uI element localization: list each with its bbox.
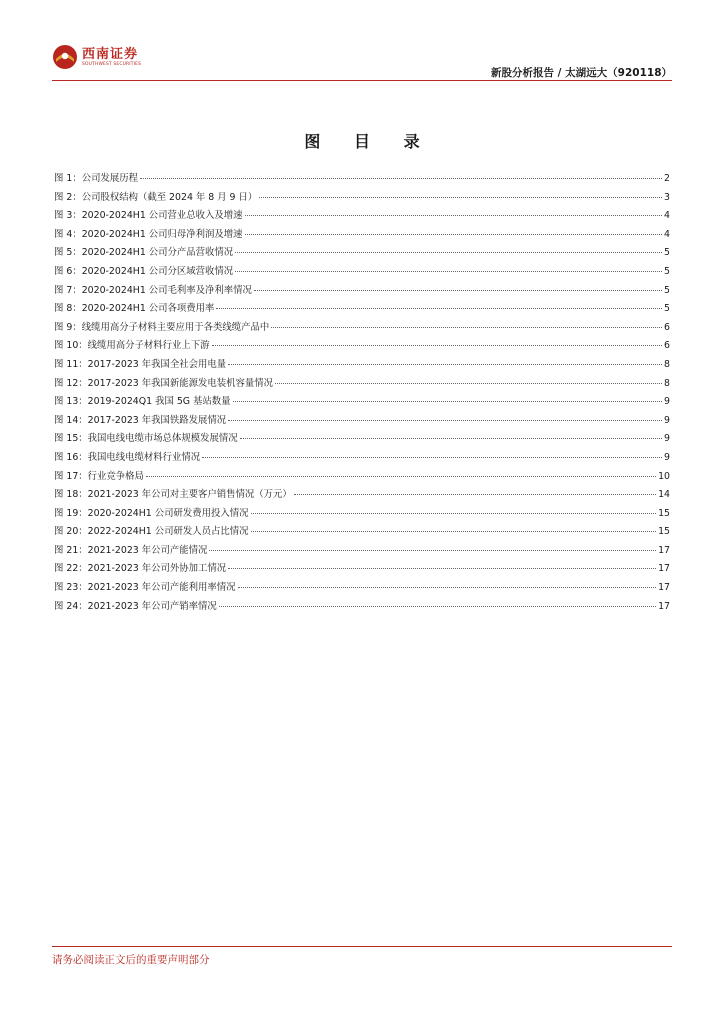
toc-entry-page-number[interactable]: 5	[664, 303, 670, 315]
toc-entry-page-number[interactable]: 17	[658, 582, 670, 594]
toc-dot-leader	[202, 457, 662, 458]
toc-dot-leader	[240, 438, 662, 439]
toc-entry-page-number[interactable]: 9	[664, 451, 670, 463]
toc-entry-page-number[interactable]: 8	[664, 377, 670, 389]
toc-entry-label[interactable]: 图 15：我国电线电缆市场总体规模发展情况	[54, 433, 238, 445]
toc-entry-label[interactable]: 图 9：线缆用高分子材料主要应用于各类线缆产品中	[54, 321, 270, 333]
toc-entry-page-number[interactable]: 17	[658, 563, 670, 575]
toc-entry-label[interactable]: 图 2：公司股权结构（截至 2024 年 8 月 9 日）	[54, 191, 258, 203]
toc-entry-label[interactable]: 图 11：2017-2023 年我国全社会用电量	[54, 358, 227, 370]
toc-entry[interactable]	[54, 207, 670, 226]
toc-entry[interactable]	[54, 226, 670, 245]
brand-wordmark	[82, 47, 141, 68]
toc-entry-label[interactable]: 图 24：2021-2023 年公司产销率情况	[54, 600, 217, 612]
toc-entry[interactable]	[54, 468, 670, 487]
toc-entry-label[interactable]: 图 22：2021-2023 年公司外协加工情况	[54, 563, 227, 575]
toc-entry-label[interactable]: 图 13：2019-2024Q1 我国 5G 基站数量	[54, 396, 231, 408]
toc-dot-leader	[216, 308, 662, 309]
toc-entry[interactable]	[54, 189, 670, 208]
toc-dot-leader	[251, 513, 657, 514]
toc-entry[interactable]	[54, 505, 670, 524]
figure-table-of-contents	[54, 170, 670, 616]
toc-entry[interactable]	[54, 375, 670, 394]
southwest-securities-logo-icon	[52, 44, 78, 70]
toc-entry-label[interactable]: 图 17：行业竞争格局	[54, 470, 144, 482]
toc-dot-leader	[233, 401, 662, 402]
toc-entry[interactable]	[54, 337, 670, 356]
toc-dot-leader	[146, 476, 656, 477]
footer-disclaimer: 请务必阅读正文后的重要声明部分	[52, 954, 210, 966]
toc-entry-label[interactable]: 图 18：2021-2023 年公司对主要客户销售情况（万元）	[54, 489, 292, 501]
toc-entry[interactable]	[54, 282, 670, 301]
toc-entry-page-number[interactable]: 9	[664, 433, 670, 445]
toc-entry[interactable]	[54, 412, 670, 431]
brand-logo	[52, 44, 141, 70]
toc-entry-label[interactable]: 图 7：2020-2024H1 公司毛利率及净利率情况	[54, 284, 252, 296]
toc-entry-page-number[interactable]: 6	[664, 321, 670, 333]
report-header-info: 新股分析报告 / 太湖远大（920118）	[491, 67, 672, 79]
toc-entry[interactable]	[54, 244, 670, 263]
toc-entry-label[interactable]: 图 12：2017-2023 年我国新能源发电装机容量情况	[54, 377, 273, 389]
toc-entry-label[interactable]: 图 21：2021-2023 年公司产能情况	[54, 544, 208, 556]
brand-name-cn: 西南证券	[82, 46, 139, 62]
toc-entry-label[interactable]: 图 3：2020-2024H1 公司营业总收入及增速	[54, 210, 243, 222]
toc-entry-page-number[interactable]: 9	[664, 414, 670, 426]
toc-entry[interactable]	[54, 542, 670, 561]
toc-entry-label[interactable]: 图 20：2022-2024H1 公司研发人员占比情况	[54, 526, 249, 538]
toc-entry-page-number[interactable]: 9	[664, 396, 670, 408]
toc-dot-leader	[275, 383, 662, 384]
toc-dot-leader	[259, 197, 662, 198]
footer-divider	[52, 946, 672, 947]
toc-entry[interactable]	[54, 579, 670, 598]
toc-entry[interactable]	[54, 263, 670, 282]
toc-entry-page-number[interactable]: 15	[658, 526, 670, 538]
toc-entry-page-number[interactable]: 10	[658, 470, 670, 482]
toc-entry[interactable]	[54, 598, 670, 617]
toc-entry[interactable]	[54, 170, 670, 189]
toc-entry-page-number[interactable]: 15	[658, 507, 670, 519]
toc-entry-page-number[interactable]: 4	[664, 228, 670, 240]
toc-dot-leader	[251, 531, 657, 532]
toc-entry-page-number[interactable]: 17	[658, 544, 670, 556]
toc-dot-leader	[238, 587, 657, 588]
toc-entry[interactable]	[54, 393, 670, 412]
toc-entry-label[interactable]: 图 8：2020-2024H1 公司各项费用率	[54, 303, 215, 315]
toc-entry-label[interactable]: 图 1：公司发展历程	[54, 173, 138, 184]
toc-entry-page-number[interactable]: 6	[664, 340, 670, 352]
toc-dot-leader	[245, 234, 662, 235]
toc-dot-leader	[254, 290, 662, 291]
page-title: 图 目 录	[304, 132, 434, 151]
toc-entry-page-number[interactable]: 14	[658, 489, 670, 501]
toc-entry[interactable]	[54, 449, 670, 468]
toc-entry-page-number[interactable]: 2	[664, 173, 670, 184]
toc-entry-page-number[interactable]: 17	[658, 600, 670, 612]
toc-entry[interactable]	[54, 430, 670, 449]
brand-name-en: SOUTHWEST SECURITIES	[82, 61, 142, 67]
toc-dot-leader	[209, 550, 656, 551]
toc-entry-label[interactable]: 图 5：2020-2024H1 公司分产品营收情况	[54, 247, 234, 259]
toc-entry[interactable]	[54, 560, 670, 579]
toc-dot-leader	[219, 606, 656, 607]
toc-entry-page-number[interactable]: 5	[664, 284, 670, 296]
toc-dot-leader	[235, 271, 662, 272]
toc-dot-leader	[228, 364, 662, 365]
toc-dot-leader	[228, 568, 656, 569]
toc-entry-page-number[interactable]: 5	[664, 265, 670, 277]
header-divider	[52, 80, 672, 81]
toc-entry-label[interactable]: 图 23：2021-2023 年公司产能利用率情况	[54, 582, 236, 594]
toc-dot-leader	[271, 327, 662, 328]
toc-dot-leader	[140, 178, 662, 179]
toc-entry-label[interactable]: 图 14：2017-2023 年我国铁路发展情况	[54, 414, 227, 426]
toc-entry-page-number[interactable]: 8	[664, 358, 670, 370]
toc-entry[interactable]	[54, 300, 670, 319]
toc-entry-page-number[interactable]: 3	[664, 191, 670, 203]
toc-dot-leader	[294, 494, 656, 495]
toc-entry[interactable]	[54, 523, 670, 542]
toc-entry-label[interactable]: 图 4：2020-2024H1 公司归母净利润及增速	[54, 228, 243, 240]
toc-dot-leader	[228, 420, 662, 421]
toc-dot-leader	[235, 252, 662, 253]
toc-entry[interactable]	[54, 356, 670, 375]
toc-entry-label[interactable]: 图 16：我国电线电缆材料行业情况	[54, 451, 201, 463]
toc-entry-label[interactable]: 图 6：2020-2024H1 公司分区域营收情况	[54, 265, 234, 277]
toc-entry-page-number[interactable]: 5	[664, 247, 670, 259]
toc-entry[interactable]	[54, 319, 670, 338]
toc-dot-leader	[212, 345, 662, 346]
toc-entry-page-number[interactable]: 4	[664, 210, 670, 222]
toc-dot-leader	[245, 215, 662, 216]
toc-entry[interactable]	[54, 486, 670, 505]
toc-entry-label[interactable]: 图 10：线缆用高分子材料行业上下游	[54, 340, 210, 352]
toc-entry-label[interactable]: 图 19：2020-2024H1 公司研发费用投入情况	[54, 507, 249, 519]
